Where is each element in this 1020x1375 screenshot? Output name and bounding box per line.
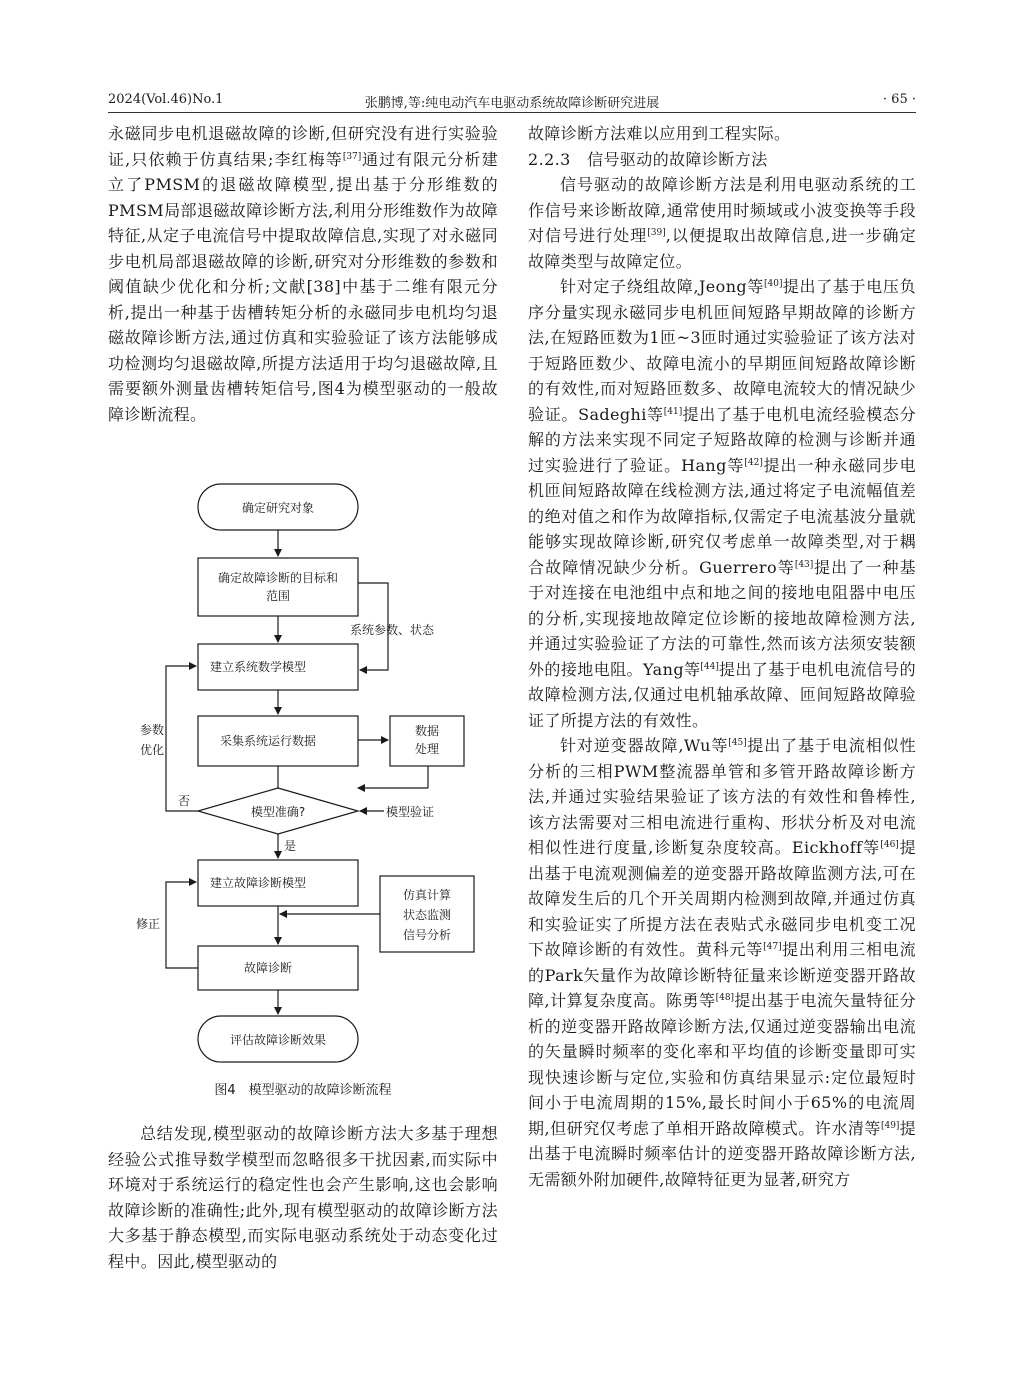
- running-header: [108, 90, 916, 113]
- citation: [41]: [663, 406, 683, 417]
- paragraph: [528, 733, 916, 1192]
- section-heading: 2.2.3 信号驱动的故障诊断方法: [528, 149, 768, 169]
- paragraph-text: 通过有限元分析建立了PMSM的退磁故障模型,提出基于分形维数的PMSM局部退磁故障诊断方法,利用分形维数作为故障特征,从定子电流信号中提取故障信息,实现了对永磁同步电机局部退磁故障的诊断,研究对分形维数的参数和阈值缺少优化和分析;文献[38]中基于二维有限元分析,提出一种基于齿槽转矩分析的永磁同步电机均匀退磁故障诊断方法,通过仿真和实验验证了该方法能够成功检测均匀退磁故障,所提方法适用于均匀退磁故障,且需要额外测量齿槽转矩信号,图4为模型驱动的一般故障诊断流程。: [108, 149, 499, 424]
- paragraph: [108, 121, 498, 427]
- paragraph-text: 提出了基于电机电流信号的故障检测方法,仅通过电机轴承故障、匝间短路故障验证了所提方法的有效性。: [528, 659, 916, 730]
- paragraph-text: 提出了基于电流相似性分析的三相PWM整流器单管和多管开路故障诊断方法,并通过实验结果验证了该方法的有效性和鲁棒性,该方法需要对三相电流进行重构、形状分析及对电流相似性进行度量,诊断复杂度较高。Eickhoff等: [528, 736, 916, 857]
- running-title: 张鹏博,等:纯电动汽车电驱动系统故障诊断研究进展: [364, 96, 660, 111]
- node-goal-text: 确定故障诊断的目标和: [217, 571, 339, 585]
- citation: [40]: [764, 279, 783, 289]
- node-start-text: 确定研究对象: [241, 501, 315, 515]
- paragraph-text: 提出利用三相电流的Park矢量作为故障诊断特征量来诊断逆变器开路故障,计算复杂度高。陈勇等: [528, 940, 916, 1010]
- label-no: 否: [178, 794, 191, 808]
- node-diagnose-text: 故障诊断: [243, 961, 293, 975]
- citation: [43]: [794, 559, 814, 570]
- goal-box: [198, 558, 358, 616]
- citation: [42]: [744, 457, 763, 468]
- label-model-verify: 模型验证: [386, 805, 435, 819]
- citation: [48]: [715, 993, 735, 1003]
- journal-issue: 2024(Vol.46)No.1: [108, 92, 224, 107]
- label-param-opt-2: 优化: [140, 743, 165, 757]
- citation: [49]: [880, 1120, 900, 1131]
- paragraph: 故障诊断方法难以应用到工程实际。: [528, 124, 791, 143]
- figure-caption: 图4 模型驱动的故障诊断流程: [214, 1083, 392, 1098]
- paragraph-text: 提出基于电流矢量特征分析的逆变器开路故障诊断方法,仅通过逆变器输出电流的矢量瞬时频率的变化率和平均值的诊断变量即可实现快速诊断与定位,实验和仿真结果显示:定位最短时间小于电流周期的15%,最长时间小于65%的电流周期,但研究仅考虑了单相开路故障模式。许水清等: [528, 991, 917, 1138]
- node-sim-text-2: 状态监测: [402, 908, 452, 922]
- node-diag-model-text: 建立故障诊断模型: [209, 876, 307, 890]
- paragraph: 总结发现,模型驱动的故障诊断方法大多基于理想经验公式推导数学模型而忽略很多干扰因素,而实际中环境对于系统运行的稳定性也会产生影响,这也会影响故障诊断的准确性;此外,现有模型驱动的故障诊断方法大多基于静态模型,而实际电驱动系统处于动态变化过程中。因此,模型驱动的: [108, 1124, 498, 1271]
- paragraph-text: 针对定子绕组故障,Jeong等: [560, 277, 765, 296]
- citation: [37]: [342, 151, 362, 162]
- flowchart-svg: [108, 478, 498, 1078]
- label-sys-params: 系统参数、状态: [350, 623, 435, 637]
- paragraph-text: 提出一种永磁同步电机匝间短路故障在线检测方法,通过将定子电流幅值差的绝对值之和作为故障指标,仅需定子电流基波分量就能够实现故障诊断,研究仅考虑单一故障类型,对于耦合故障情况缺少分析。Guerrero等: [528, 455, 916, 577]
- label-yes: 是: [284, 839, 297, 853]
- paragraph-text: 提出了基于电机电流经验模态分解的方法来实现不同定子短路故障的检测与诊断并通过实验进行了验证。Hang等: [528, 404, 916, 475]
- label-param-opt-1: 参数: [140, 723, 165, 737]
- citation: [46]: [880, 840, 899, 850]
- paragraph-text: 提出基于电流观测偏差的逆变器开路故障监测方法,可在故障发生后的几个开关周期内检测到故障,并通过仿真和实验证实了所提方法在表贴式永磁同步电机变工况下故障诊断的有效性。黄科元等: [528, 838, 916, 959]
- right-column: [528, 121, 916, 1192]
- paragraph-text: 提出基于电流瞬时频率估计的逆变器开路故障诊断方法,无需额外附加硬件,故障特征更为显著,研究方: [528, 1118, 916, 1189]
- node-model-text: 建立系统数学模型: [209, 660, 307, 674]
- paragraph-text: 信号驱动的故障诊断方法是利用电驱动系统的工作信号来诊断故障,通常使用时频域或小波变换等手段对信号进行处理: [528, 175, 916, 245]
- citation: [39]: [647, 228, 666, 238]
- node-sim-text: 仿真计算: [402, 888, 452, 902]
- paragraph-text: 提出了一种基于对连接在电池组中点和地之间的接地电阻器中电压的分析,实现接地故障定位诊断的接地故障检测方法,并通过实验验证了方法的可靠性,然而该方法须安装额外的接地电阻。Yang等: [528, 557, 916, 679]
- paragraph-text: 针对逆变器故障,Wu等: [560, 736, 729, 755]
- paragraph: [528, 274, 916, 733]
- citation: [45]: [728, 738, 747, 748]
- node-evaluate-text: 评估故障诊断效果: [229, 1033, 327, 1047]
- node-data-text-2: 处理: [414, 742, 440, 756]
- node-decision-text: 模型准确?: [250, 805, 306, 819]
- node-collect-text: 采集系统运行数据: [219, 734, 317, 748]
- paragraph-text: 永磁同步电机退磁故障的诊断,但研究没有进行实验验证,只依赖于仿真结果;李红梅等: [108, 124, 498, 169]
- paragraph-text: ,以便提取出故障信息,进一步确定故障类型与故障定位。: [528, 226, 916, 271]
- node-goal-text-2: 范围: [265, 589, 291, 603]
- citation: [44]: [700, 661, 719, 672]
- figure-4-flowchart: [108, 478, 498, 1118]
- citation: [47]: [763, 942, 782, 952]
- label-correct: 修正: [136, 917, 161, 931]
- left-column-top: [108, 121, 498, 427]
- node-sim-text-3: 信号分析: [402, 928, 452, 942]
- left-column-bottom: [108, 1121, 498, 1274]
- node-data-text: 数据: [414, 724, 440, 738]
- paragraph-text: 提出了基于电压负序分量实现永磁同步电机匝间短路早期故障的诊断方法,在短路匝数为1匝~3匝时通过实验验证了该方法对于短路匝数少、故障电流小的早期匝间短路故障诊断的有效性,而对短路匝数多、故障电流较大的情况缺少验证。Sadeghi等: [528, 277, 916, 424]
- page-number: · 65 ·: [882, 92, 916, 107]
- paragraph: [528, 172, 916, 274]
